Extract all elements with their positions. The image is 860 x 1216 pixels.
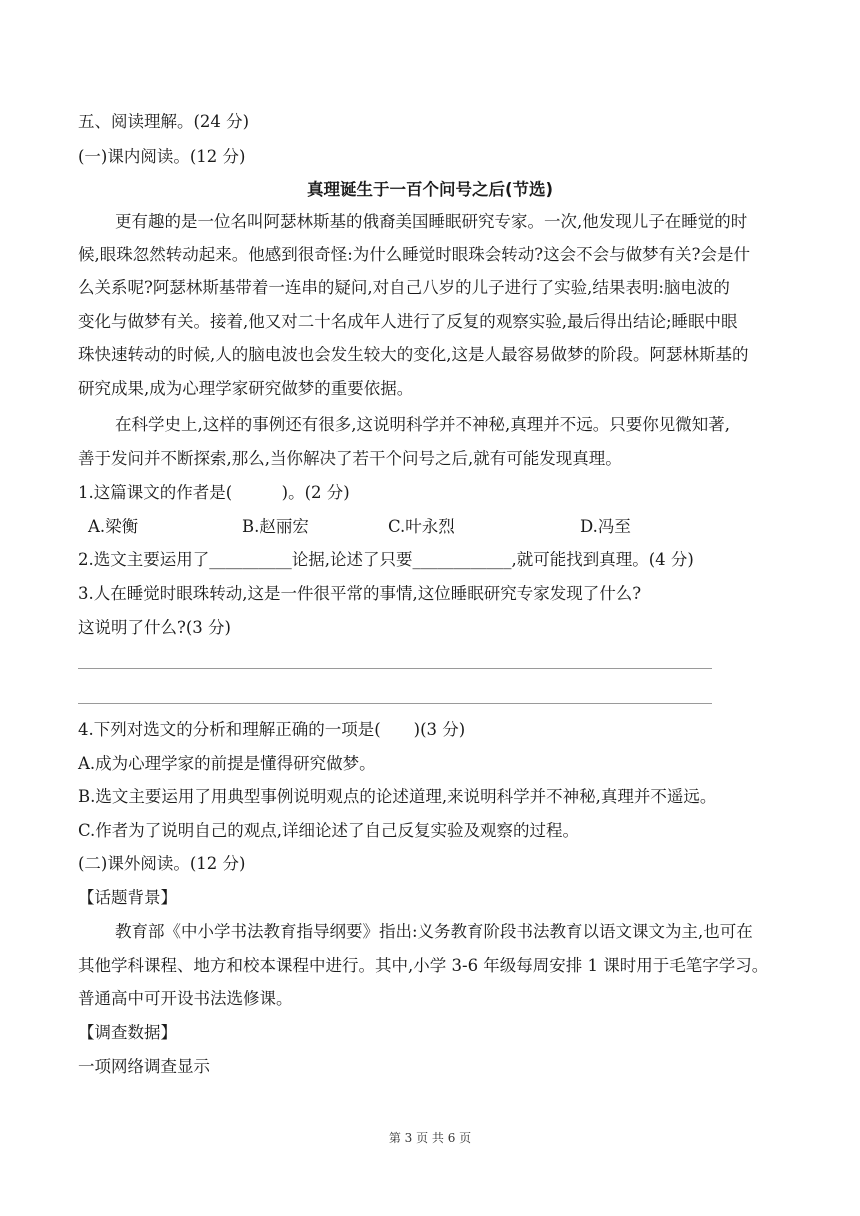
- part1-heading: (一)课内阅读。(12 分): [78, 147, 246, 166]
- question-3-line: 这说明了什么?(3 分): [78, 618, 231, 637]
- passage-line: 善于发问并不断探索,那么,当你解决了若干个问号之后,就有可能发现真理。: [78, 449, 622, 468]
- topic-line: 其他学科课程、地方和校本课程中进行。其中,小学 3-6 年级每周安排 1 课时用于毛笔字学习。: [78, 956, 769, 975]
- survey-data-label: 【调查数据】: [78, 1023, 177, 1042]
- answer-line[interactable]: [78, 703, 712, 704]
- question-4-option-c: C.作者为了说明自己的观点,详细论述了自己反复实验及观察的过程。: [78, 821, 580, 840]
- question-4-option-a: A.成为心理学家的前提是懂得研究做梦。: [78, 754, 376, 773]
- passage-line: 更有趣的是一位名叫阿瑟林斯基的俄裔美国睡眠研究专家。一次,他发现儿子在睡觉的时: [115, 212, 748, 231]
- question-1: 1.这篇课文的作者是( )。(2 分): [78, 483, 350, 502]
- page-footer: 第 3 页 共 6 页: [388, 1131, 472, 1145]
- question-3-line: 3.人在睡觉时眼珠转动,这是一件很平常的事情,这位睡眠研究专家发现了什么?: [78, 584, 642, 603]
- option-a: A.梁衡: [88, 517, 139, 536]
- passage-line: 珠快速转动的时候,人的脑电波也会发生较大的变化,这是人最容易做梦的阶段。阿瑟林斯基的: [78, 345, 749, 364]
- option-d: D.冯至: [580, 517, 631, 536]
- passage-line: 在科学史上,这样的事例还有很多,这说明科学并不神秘,真理并不远。只要你见微知著,: [115, 415, 730, 434]
- answer-line[interactable]: [78, 668, 712, 669]
- passage-line: 研究成果,成为心理学家研究做梦的重要依据。: [78, 379, 414, 398]
- passage-line: 变化与做梦有关。接着,他又对二十名成年人进行了反复的观察实验,最后得出结论;睡眠中眼: [78, 312, 738, 331]
- topic-line: 普通高中可开设书法选修课。: [78, 989, 293, 1008]
- part2-heading: (二)课外阅读。(12 分): [78, 854, 246, 873]
- topic-background-label: 【话题背景】: [78, 888, 177, 907]
- passage-line: 候,眼珠忽然转动起来。他感到很奇怪:为什么睡觉时眼珠会转动?这会不会与做梦有关?会是什: [78, 245, 750, 264]
- survey-intro: 一项网络调查显示: [78, 1057, 210, 1076]
- topic-line: 教育部《中小学书法教育指导纲要》指出:义务教育阶段书法教育以语文课文为主,也可在: [115, 922, 753, 941]
- question-2: 2.选文主要运用了__________论据,论述了只要____________,就可能找到真理。(4 分): [78, 550, 694, 569]
- option-b: B.赵丽宏: [242, 517, 309, 536]
- option-c: C.叶永烈: [388, 517, 455, 536]
- passage-title: 真理诞生于一百个问号之后(节选): [306, 180, 554, 199]
- question-4: 4.下列对选文的分析和理解正确的一项是( )(3 分): [78, 720, 466, 739]
- question-4-option-b: B.选文主要运用了用典型事例说明观点的论述道理,来说明科学并不神秘,真理并不遥远。: [78, 787, 717, 806]
- section-heading: 五、阅读理解。(24 分): [78, 112, 250, 131]
- passage-line: 么关系呢?阿瑟林斯基带着一连串的疑问,对自己八岁的儿子进行了实验,结果表明:脑电波的: [78, 278, 730, 297]
